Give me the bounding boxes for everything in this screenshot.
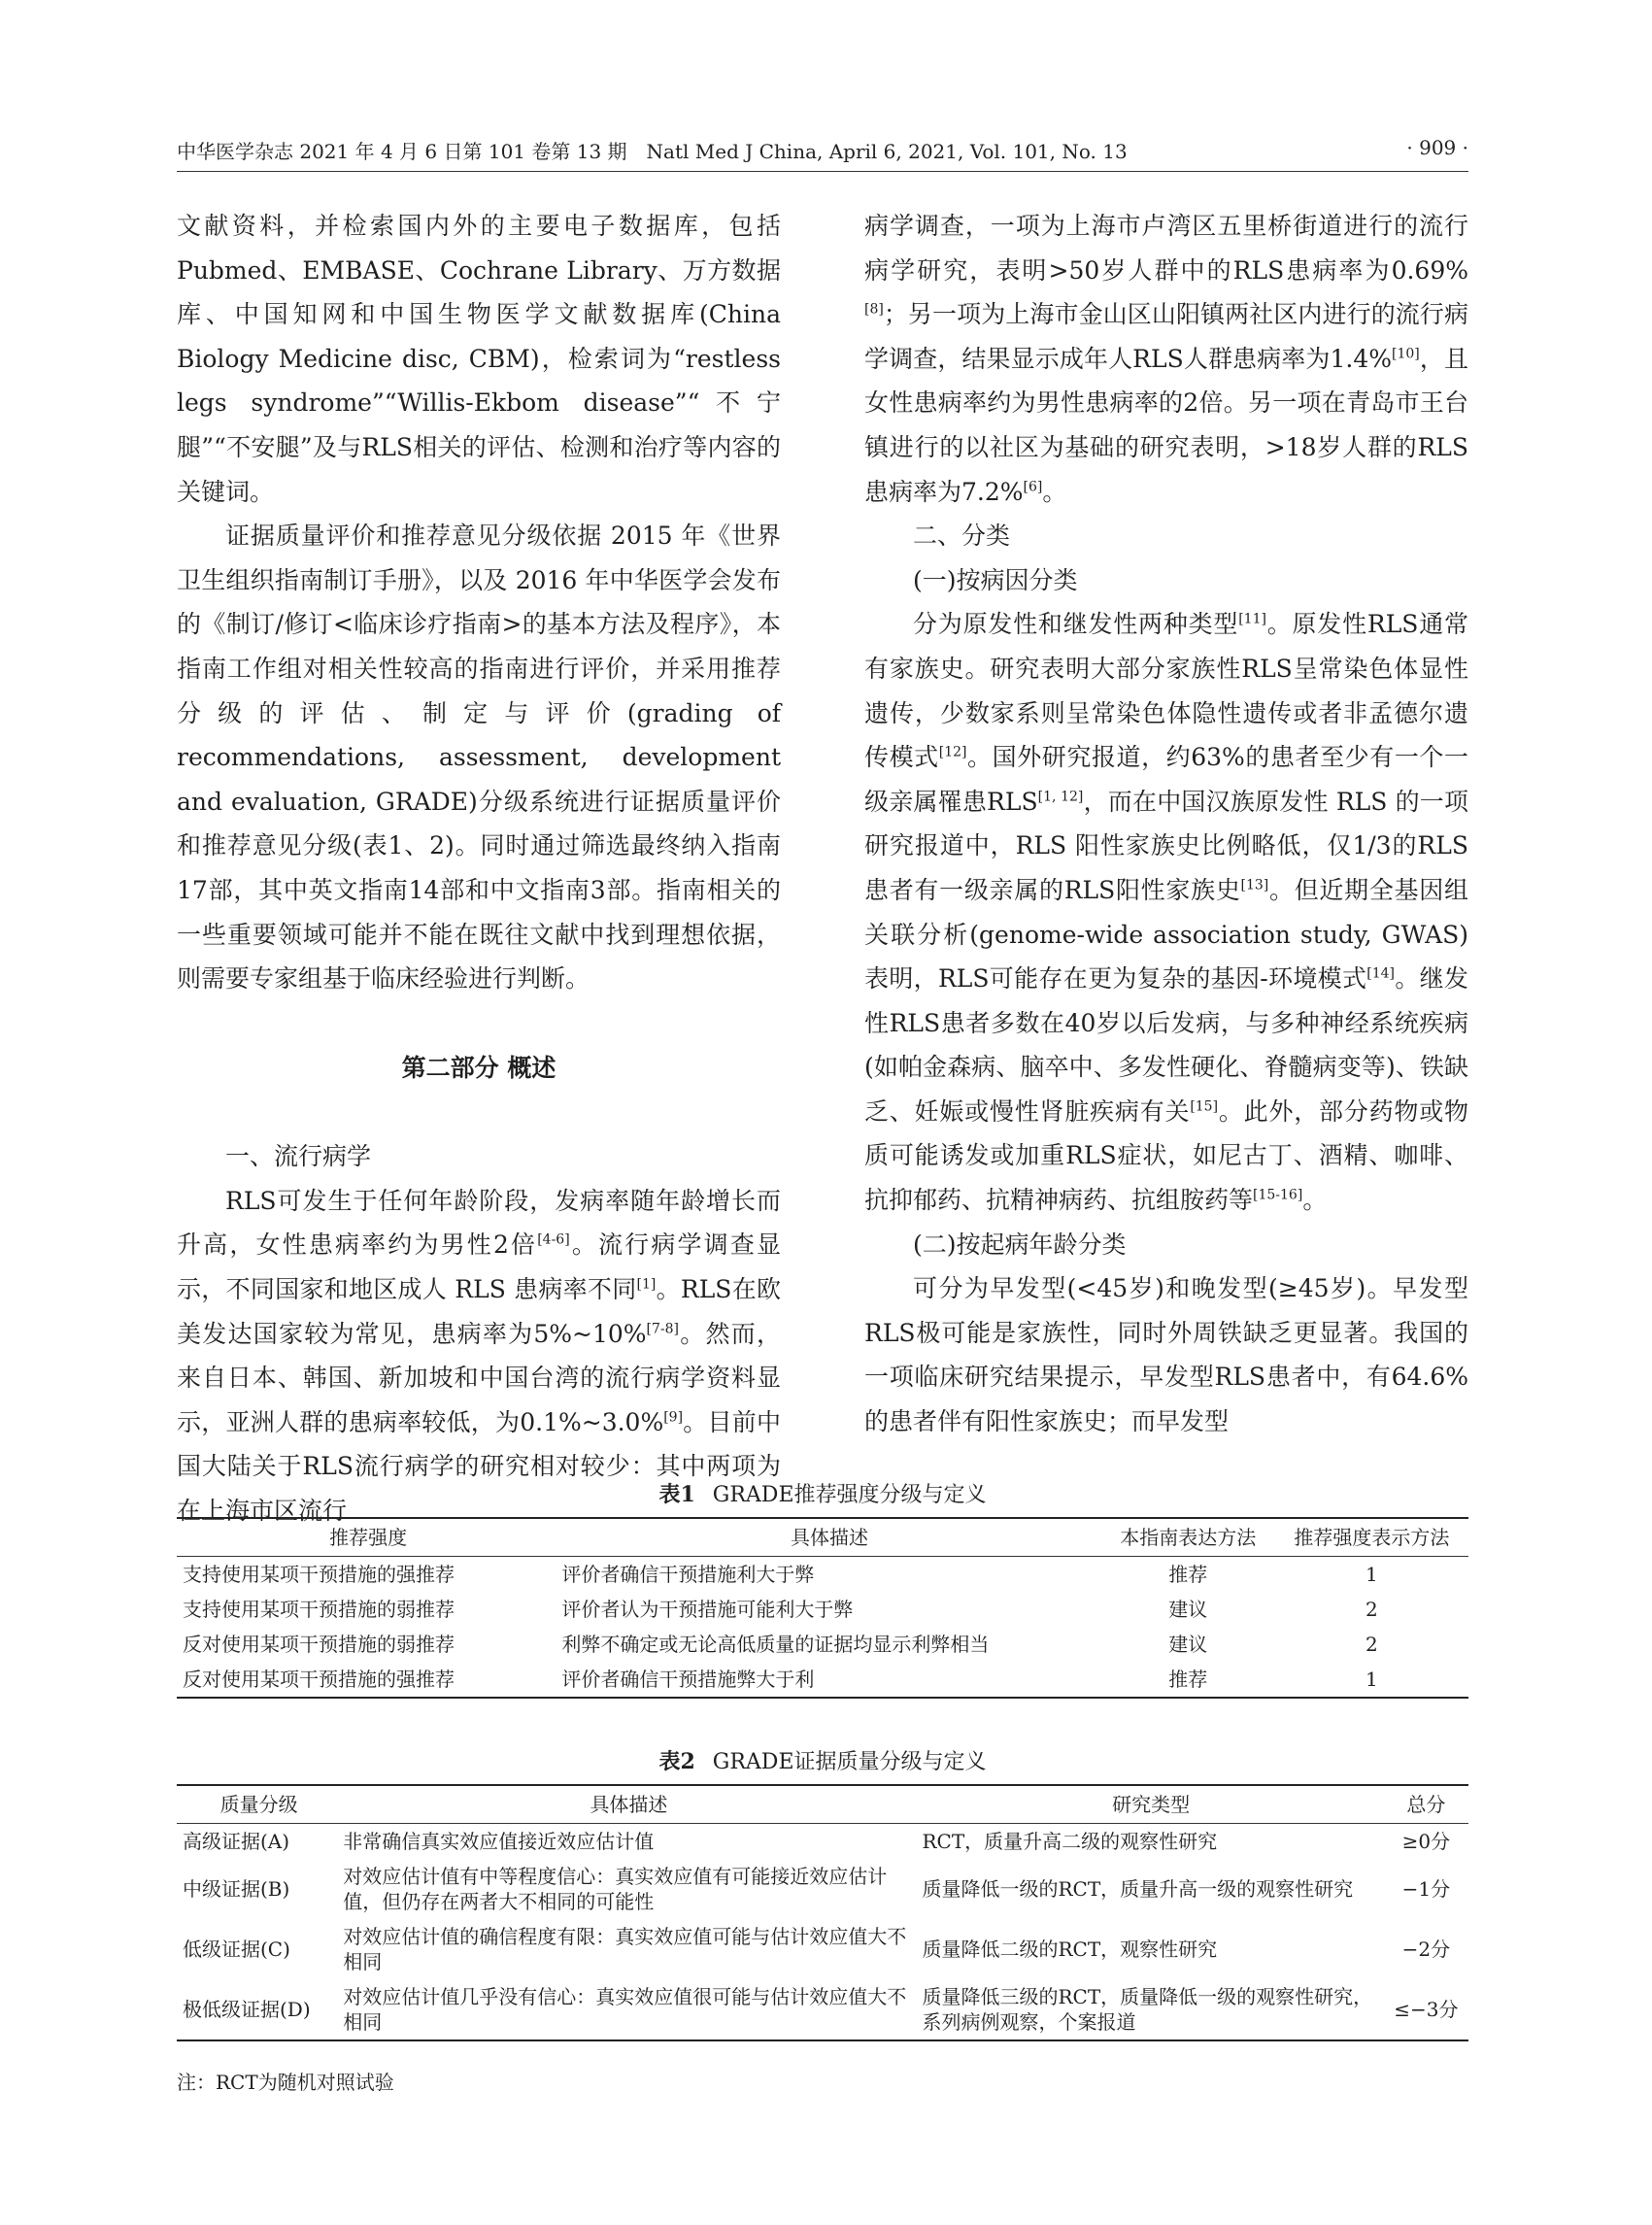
- table-row: [177, 1979, 1468, 2040]
- column-header: 推荐强度表示方法: [1275, 1518, 1468, 1557]
- table-cell: 非常确信真实效应值接近效应估计值: [343, 1830, 655, 1853]
- table1-title: GRADE推荐强度分级与定义: [712, 1483, 987, 1507]
- column-header: 具体描述: [557, 1518, 1100, 1557]
- section-heading: 第二部分 概述: [401, 1053, 556, 1082]
- citation[interactable]: [15]: [1190, 1098, 1219, 1115]
- table-cell: 1: [1365, 1668, 1378, 1691]
- table-cell: 评价者认为干预措施可能利大于弊: [561, 1598, 854, 1621]
- header-rule: [177, 171, 1468, 172]
- table2-label: 表2: [658, 1749, 695, 1774]
- table-cell: 建议: [1168, 1633, 1208, 1656]
- table-header-row: [177, 1518, 1468, 1557]
- citation[interactable]: [8]: [864, 301, 884, 318]
- left-column: [177, 204, 781, 1534]
- page-number: · 909 ·: [1406, 136, 1468, 159]
- table-cell: 反对使用某项干预措施的强推荐: [183, 1668, 455, 1691]
- paragraph-grade-method: 证据质量评价和推荐意见分级依据 2015 年《世界卫生组织指南制订手册》，以及 2016 年中华医学会发布的《制订/修订<临床诊疗指南>的基本方法及程序》，本指南工作组对相关性较高的指南进行评价，并采用推荐分级的评估、制定与评价(grading of recommendations, assessment, development and evaluation, GRADE)分级系统进行证据质量评价和推荐意见分级(表1、2)。同时通过筛选最终纳入指南17部，其中英文指南14部和中文指南3部。指南相关的一些重要领域可能并不能在既往文献中找到理想依据，则需要专家组基于临床经验进行判断。: [177, 522, 781, 994]
- table-cell: 对效应估计值几乎没有信心：真实效应值很可能与估计效应值大不相同: [343, 1985, 907, 2034]
- paragraph-by-cause: 分为原发性和继发性两种类型[11]。原发性RLS通常有家族史。研究表明大部分家族性RLS呈常染色体显性遗传，少数家系则呈常染色体隐性遗传或者非孟德尔遗传模式[12]。国外研究报道，约63%的患者至少有一个一级亲属罹患RLS[1, 12]，而在中国汉族原发性 RLS 的一项研究报道中，RLS 阳性家族史比例略低，仅1/3的RLS患者有一级亲属的RLS阳性家族史[13]。但近期全基因组关联分析(genome-wide association study, GWAS)表明，RLS可能存在更为复杂的基因-环境模式[14]。继发性RLS患者多数在40岁以后发病，与多种神经系统疾病(如帕金森病、脑卒中、多发性硬化、脊髓病变等)、铁缺乏、妊娠或慢性肾脏疾病有关[15]。此外，部分药物或物质可能诱发或加重RLS症状，如尼古丁、酒精、咖啡、抗抑郁药、抗精神病药、抗组胺药等[15-16]。: [864, 610, 1468, 1215]
- table-cell: 建议: [1168, 1598, 1208, 1621]
- table-cell: 高级证据(A): [183, 1830, 290, 1853]
- table-cell: ≥0分: [1401, 1830, 1451, 1853]
- table-cell: 支持使用某项干预措施的强推荐: [183, 1563, 455, 1586]
- subheading-by-cause: (一)按病因分类: [913, 565, 1078, 594]
- table-cell: RCT，质量升高二级的观察性研究: [922, 1830, 1218, 1853]
- table-row: [177, 1627, 1468, 1662]
- citation[interactable]: [12]: [938, 744, 967, 760]
- table-note: 注：RCT为随机对照试验: [177, 2071, 394, 2094]
- table-cell: 极低级证据(D): [183, 1998, 311, 2021]
- table-cell: 质量降低三级的RCT，质量降低一级的观察性研究，系列病例观察，个案报道: [922, 1985, 1373, 2034]
- running-header: [177, 132, 1468, 167]
- table2-title: GRADE证据质量分级与定义: [712, 1750, 987, 1774]
- table1-caption: [177, 1478, 1468, 1508]
- column-header: 质量分级: [177, 1785, 339, 1824]
- table-cell: 反对使用某项干预措施的弱推荐: [183, 1633, 455, 1656]
- paragraph-epidemiology: RLS可发生于任何年龄阶段，发病率随年龄增长而升高，女性患病率约为男性2倍[4-6]。流行病学调查显示，不同国家和地区成人 RLS 患病率不同[1]。RLS在欧美发达国家较为常见，患病率为5%~10%[7-8]。然而，来自日本、韩国、新加坡和中国台湾的流行病学资料显示，亚洲人群的患病率较低，为0.1%~3.0%[9]。目前中国大陆关于RLS流行病学的研究相对较少：其中两项为在上海市区流行: [177, 1186, 781, 1526]
- table-row: [177, 1824, 1468, 1860]
- column-header: 具体描述: [339, 1785, 918, 1824]
- table-cell: 推荐: [1168, 1563, 1208, 1586]
- table-header-row: [177, 1785, 1468, 1824]
- table-cell: ≤−3分: [1394, 1998, 1459, 2021]
- right-column: [864, 204, 1468, 1444]
- table-row: [177, 1662, 1468, 1698]
- citation[interactable]: [9]: [663, 1409, 684, 1426]
- table-cell: 1: [1365, 1563, 1378, 1586]
- citation[interactable]: [15-16]: [1253, 1187, 1303, 1203]
- table-cell: −2分: [1401, 1938, 1451, 1961]
- table-cell: 质量降低二级的RCT，观察性研究: [922, 1938, 1218, 1961]
- table-cell: 中级证据(B): [183, 1877, 290, 1901]
- table-cell: 质量降低一级的RCT，质量升高一级的观察性研究: [922, 1877, 1354, 1901]
- table-cell: −1分: [1401, 1877, 1451, 1901]
- citation[interactable]: [11]: [1238, 612, 1266, 628]
- citation[interactable]: [14]: [1366, 965, 1396, 982]
- column-header: 研究类型: [918, 1785, 1383, 1824]
- citation[interactable]: [13]: [1240, 877, 1269, 893]
- paragraph-search-sources: 文献资料，并检索国内外的主要电子数据库，包括Pubmed、EMBASE、Cochrane Library、万方数据库、中国知网和中国生物医学文献数据库(China Biology Medicine disc, CBM)，检索词为“restless legs syndrome”“Willis-Ekbom disease”“不宁腿”“不安腿”及与RLS相关的评估、检测和治疗等内容的关键词。: [177, 212, 781, 506]
- citation[interactable]: [7-8]: [646, 1321, 680, 1337]
- table-cell: 利弊不确定或无论高低质量的证据均显示利弊相当: [561, 1633, 990, 1656]
- table-cell: 低级证据(C): [183, 1938, 290, 1961]
- table-cell: 评价者确信干预措施利大于弊: [561, 1563, 815, 1586]
- column-header: 本指南表达方法: [1101, 1518, 1275, 1557]
- table-cell: 支持使用某项干预措施的弱推荐: [183, 1598, 455, 1621]
- table-cell: 2: [1365, 1633, 1378, 1656]
- table-row: [177, 1557, 1468, 1593]
- subheading-by-onset-age: (二)按起病年龄分类: [913, 1230, 1127, 1259]
- column-header: 推荐强度: [177, 1518, 557, 1557]
- table2-caption: [177, 1745, 1468, 1775]
- table-cell: 2: [1365, 1598, 1378, 1621]
- table-cell: 推荐: [1168, 1668, 1208, 1691]
- citation[interactable]: [1, 12]: [1037, 789, 1084, 805]
- table-row: [177, 1919, 1468, 1979]
- table-row: [177, 1592, 1468, 1627]
- citation[interactable]: [4-6]: [537, 1232, 570, 1249]
- journal-citation: 中华医学杂志 2021 年 4 月 6 日第 101 卷第 13 期 Natl Med J China, April 6, 2021, Vol. 101, No. 13: [177, 140, 1128, 163]
- subheading-epidemiology: 一、流行病学: [225, 1142, 372, 1171]
- citation[interactable]: [10]: [1392, 346, 1420, 362]
- table-cell: 对效应估计值有中等程度信心：真实效应值有可能接近效应估计值，但仍存在两者大不相同的可能性: [343, 1865, 888, 1913]
- table-cell: 对效应估计值的确信程度有限：真实效应值可能与估计效应值大不相同: [343, 1925, 907, 1973]
- table2-evidence-quality: [177, 1784, 1468, 2041]
- table1-recommendation-strength: [177, 1517, 1468, 1699]
- column-header: 总分: [1384, 1785, 1468, 1824]
- table-row: [177, 1859, 1468, 1919]
- table-cell: 评价者确信干预措施弊大于利: [561, 1668, 815, 1691]
- paragraph-by-onset-age: 可分为早发型(<45岁)和晚发型(≥45岁)。早发型RLS极可能是家族性，同时外周铁缺乏更显著。我国的一项临床研究结果提示，早发型RLS患者中，有64.6%的患者伴有阳性家族史；而早发型: [864, 1274, 1468, 1436]
- citation[interactable]: [6]: [1023, 479, 1043, 495]
- subheading-classification: 二、分类: [913, 522, 1011, 551]
- table1-label: 表1: [658, 1482, 695, 1507]
- citation[interactable]: [1]: [636, 1276, 657, 1293]
- paragraph-shanghai-studies: 病学调查，一项为上海市卢湾区五里桥街道进行的流行病学研究，表明>50岁人群中的RLS患病率为0.69%[8]；另一项为上海市金山区山阳镇两社区内进行的流行病学调查，结果显示成年人RLS人群患病率为1.4%[10]，且女性患病率约为男性患病率的2倍。另一项在青岛市王台镇进行的以社区为基础的研究表明，>18岁人群的RLS患病率为7.2%[6]。: [864, 212, 1468, 506]
